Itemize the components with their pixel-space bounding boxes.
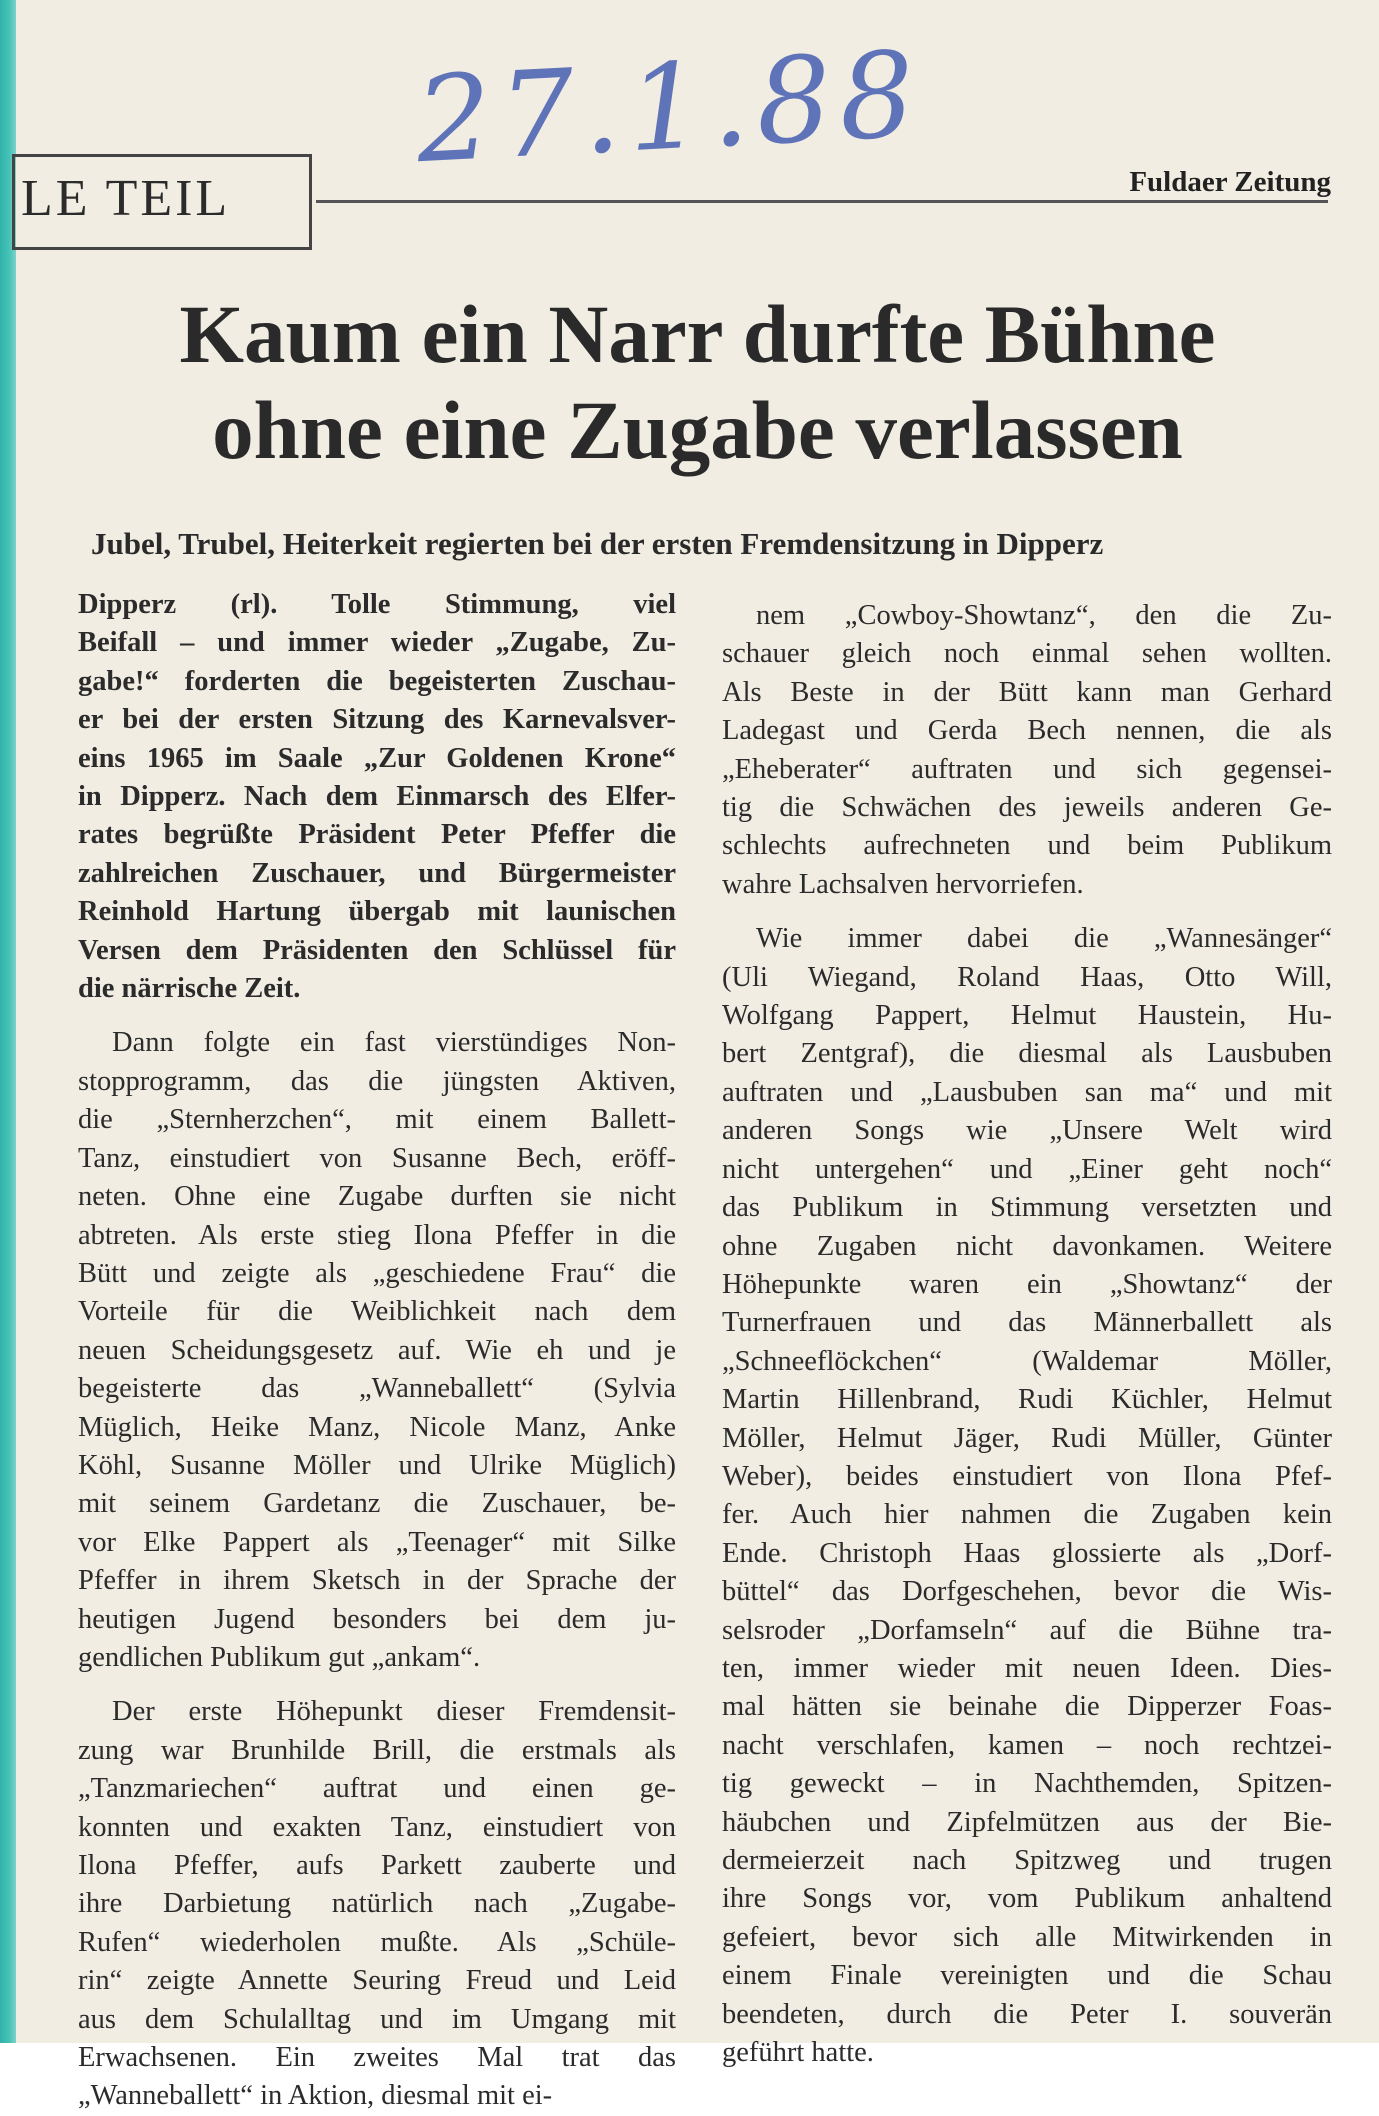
paragraph-gap — [78, 1677, 676, 1693]
article-line: eins 1965 im Saale „Zur Goldenen Krone“ — [78, 742, 676, 774]
article-line: anderen Songs wie „Unsere Welt wird — [722, 1115, 1332, 1147]
article-line: wahre Lachsalven hervorriefen. — [722, 868, 1084, 900]
article-line: fer. Auch hier nahmen die Zugaben kein — [722, 1499, 1332, 1531]
article-line: Tanz, einstudiert von Susanne Bech, eröff- — [78, 1142, 676, 1174]
newspaper-clipping — [16, 0, 1379, 2112]
article-line: Rufen“ wiederholen mußte. Als „Schüle- — [78, 1926, 676, 1958]
article-line: nem „Cowboy-Showtanz“, den die Zu- — [756, 600, 1332, 631]
headline-line-2: ohne eine Zugabe verlassen — [212, 384, 1183, 476]
article-line: konnten und exakten Tanz, einstudiert von — [78, 1811, 676, 1843]
article-line: beendeten, durch die Peter I. souverän — [722, 1998, 1332, 2030]
article-line: bert Zentgraf), die diesmal als Lausbuben — [722, 1038, 1332, 1070]
article-line: „Tanzmariechen“ auftrat und einen ge- — [78, 1773, 676, 1805]
article-line: ihre Darbietung natürlich nach „Zugabe- — [78, 1888, 676, 1920]
article-column-left — [78, 586, 676, 2116]
article-line: Weber), beides einstudiert von Ilona Pfef- — [722, 1460, 1332, 1492]
article-line: die „Sternherzchen“, mit einem Ballett- — [78, 1104, 676, 1136]
article-line: neten. Ohne eine Zugabe durften sie nicht — [78, 1181, 676, 1213]
headline — [16, 286, 1379, 478]
article-line: das Publikum in Stimmung versetzten und — [722, 1192, 1332, 1224]
paragraph-gap — [722, 904, 1332, 920]
paragraph-gap — [78, 1008, 676, 1024]
article-line: ihre Songs vor, vom Publikum anhaltend — [722, 1883, 1332, 1915]
article-line: Dipperz (rl). Tolle Stimmung, viel — [78, 589, 676, 620]
article-line: heutigen Jugend besonders bei dem ju- — [78, 1603, 676, 1635]
article-line: Als Beste in der Bütt kann man Gerhard — [722, 676, 1332, 708]
article-line: Turnerfrauen und das Männerballett als — [722, 1307, 1332, 1339]
article-line: Vorteile für die Weiblichkeit nach dem — [78, 1296, 676, 1328]
article-line: rin“ zeigte Annette Seuring Freud und Leid — [78, 1965, 676, 1997]
article-line: gendlichen Publikum gut „ankam“. — [78, 1641, 481, 1673]
article-line: nacht verschlafen, kamen – noch rechtzei- — [722, 1729, 1332, 1761]
article-line: Reinhold Hartung übergab mit launischen — [78, 896, 676, 928]
article-line: schlechts aufrechneten und beim Publikum — [722, 830, 1332, 862]
scan-background-edge — [0, 0, 16, 2043]
article-line: zung war Brunhilde Brill, die erstmals als — [78, 1734, 676, 1766]
article-line: Müglich, Heike Manz, Nicole Manz, Anke — [78, 1411, 676, 1443]
article-line: abtreten. Als erste stieg Ilona Pfeffer in die — [78, 1219, 676, 1251]
article-line: Wolfgang Pappert, Helmut Haustein, Hu- — [722, 1000, 1332, 1032]
article-line: Erwachsenen. Ein zweites Mal trat das — [78, 2042, 676, 2074]
article-line: Höhepunkte waren ein „Showtanz“ der — [722, 1268, 1332, 1300]
article-paragraph — [78, 586, 676, 1008]
article-line: er bei der ersten Sitzung des Karnevalsver- — [78, 704, 676, 736]
article-line: ten, immer wieder mit neuen Ideen. Dies- — [722, 1652, 1332, 1684]
article-line: aus dem Schulalltag und im Umgang mit — [78, 2003, 676, 2035]
article-line: zahlreichen Zuschauer, und Bürgermeister — [78, 857, 676, 889]
article-line: häubchen und Zipfelmützen aus der Bie- — [722, 1806, 1332, 1838]
handwritten-date: 27.1.88 — [412, 24, 926, 190]
subheadline: Jubel, Trubel, Heiterkeit regierten bei der ersten Fremdensitzung in Dipperz — [91, 526, 1104, 561]
article-line: gabe!“ forderten die begeisterten Zuschau- — [78, 665, 676, 697]
article-line: (Uli Wiegand, Roland Haas, Otto Will, — [722, 961, 1332, 993]
article-line: Ende. Christoph Haas glossierte als „Dorf- — [722, 1537, 1332, 1569]
article-line: Bütt und zeigte als „geschiedene Frau“ die — [78, 1257, 676, 1289]
article-paragraph — [722, 920, 1332, 2072]
article-line: tig geweckt – in Nachthemden, Spitzen- — [722, 1768, 1332, 1800]
article-line: stopprogramm, das die jüngsten Aktiven, — [78, 1065, 676, 1097]
article-line: büttel“ das Dorfgeschehen, bevor die Wis- — [722, 1576, 1332, 1608]
article-line: Ladegast und Gerda Bech nennen, die als — [722, 715, 1332, 747]
article-line: Der erste Höhepunkt dieser Fremdensit- — [112, 1696, 676, 1728]
section-label: LE TEIL — [21, 170, 231, 227]
article-line: Versen dem Präsidenten den Schlüssel für — [78, 934, 676, 966]
article-line: Beifall – und immer wieder „Zugabe, Zu- — [78, 627, 676, 659]
article-line: schauer gleich noch einmal sehen wollten. — [722, 638, 1332, 670]
article-line: die närrische Zeit. — [78, 973, 301, 1005]
article-line: Köhl, Susanne Möller und Ulrike Müglich) — [78, 1449, 676, 1481]
headline-line-1: Kaum ein Narr durfte Bühne — [179, 288, 1216, 380]
article-line: dermeierzeit nach Spitzweg und trugen — [722, 1845, 1332, 1876]
article-line: „Eheberater“ auftraten und sich gegensei- — [722, 753, 1332, 785]
article-line: auftraten und „Lausbuben san ma“ und mit — [722, 1076, 1332, 1108]
article-line: Ilona Pfeffer, aufs Parkett zauberte und — [78, 1850, 676, 1881]
article-line: tig die Schwächen des jeweils anderen Ge- — [722, 792, 1332, 824]
article-line: Martin Hillenbrand, Rudi Küchler, Helmut — [722, 1384, 1332, 1416]
article-line: einem Finale vereinigten und die Schau — [722, 1960, 1332, 1992]
article-column-right — [722, 597, 1332, 2072]
article-paragraph — [722, 597, 1332, 904]
article-line: vor Elke Pappert als „Teenager“ mit Silke — [78, 1526, 676, 1558]
article-line: geführt hatte. — [722, 2037, 874, 2069]
article-line: Dann folgte ein fast vierstündiges Non- — [112, 1027, 676, 1059]
article-line: „Wanneballett“ in Aktion, diesmal mit ei- — [78, 2080, 553, 2112]
article-line: mal hätten sie beinahe die Dipperzer Foas- — [722, 1691, 1332, 1723]
article-line: gefeiert, bevor sich alle Mitwirkenden in — [722, 1921, 1332, 1953]
header-rule — [316, 200, 1328, 203]
section-label-box — [12, 154, 312, 250]
article-line: Wie immer dabei die „Wannesänger“ — [756, 923, 1332, 955]
article-line: nicht untergehen“ und „Einer geht noch“ — [722, 1153, 1332, 1185]
publication-name: Fuldaer Zeitung — [1129, 166, 1331, 198]
article-line: Möller, Helmut Jäger, Rudi Müller, Günter — [722, 1422, 1332, 1454]
article-line: begeisterte das „Wanneballett“ (Sylvia — [78, 1373, 676, 1405]
article-line: in Dipperz. Nach dem Einmarsch des Elfer- — [78, 781, 676, 813]
article-line: ohne Zugaben nicht davonkamen. Weitere — [722, 1230, 1332, 1262]
article-paragraph — [78, 1693, 676, 2115]
article-paragraph — [78, 1024, 676, 1677]
article-line: Pfeffer in ihrem Sketsch in der Sprache der — [78, 1565, 676, 1597]
article-line: selsroder „Dorfamseln“ auf die Bühne tra- — [722, 1614, 1332, 1646]
article-line: „Schneeflöckchen“ (Waldemar Möller, — [722, 1345, 1332, 1377]
article-line: neuen Scheidungsgesetz auf. Wie eh und je — [78, 1334, 676, 1366]
article-line: rates begrüßte Präsident Peter Pfeffer die — [78, 819, 676, 851]
article-line: mit seinem Gardetanz die Zuschauer, be- — [78, 1488, 676, 1520]
